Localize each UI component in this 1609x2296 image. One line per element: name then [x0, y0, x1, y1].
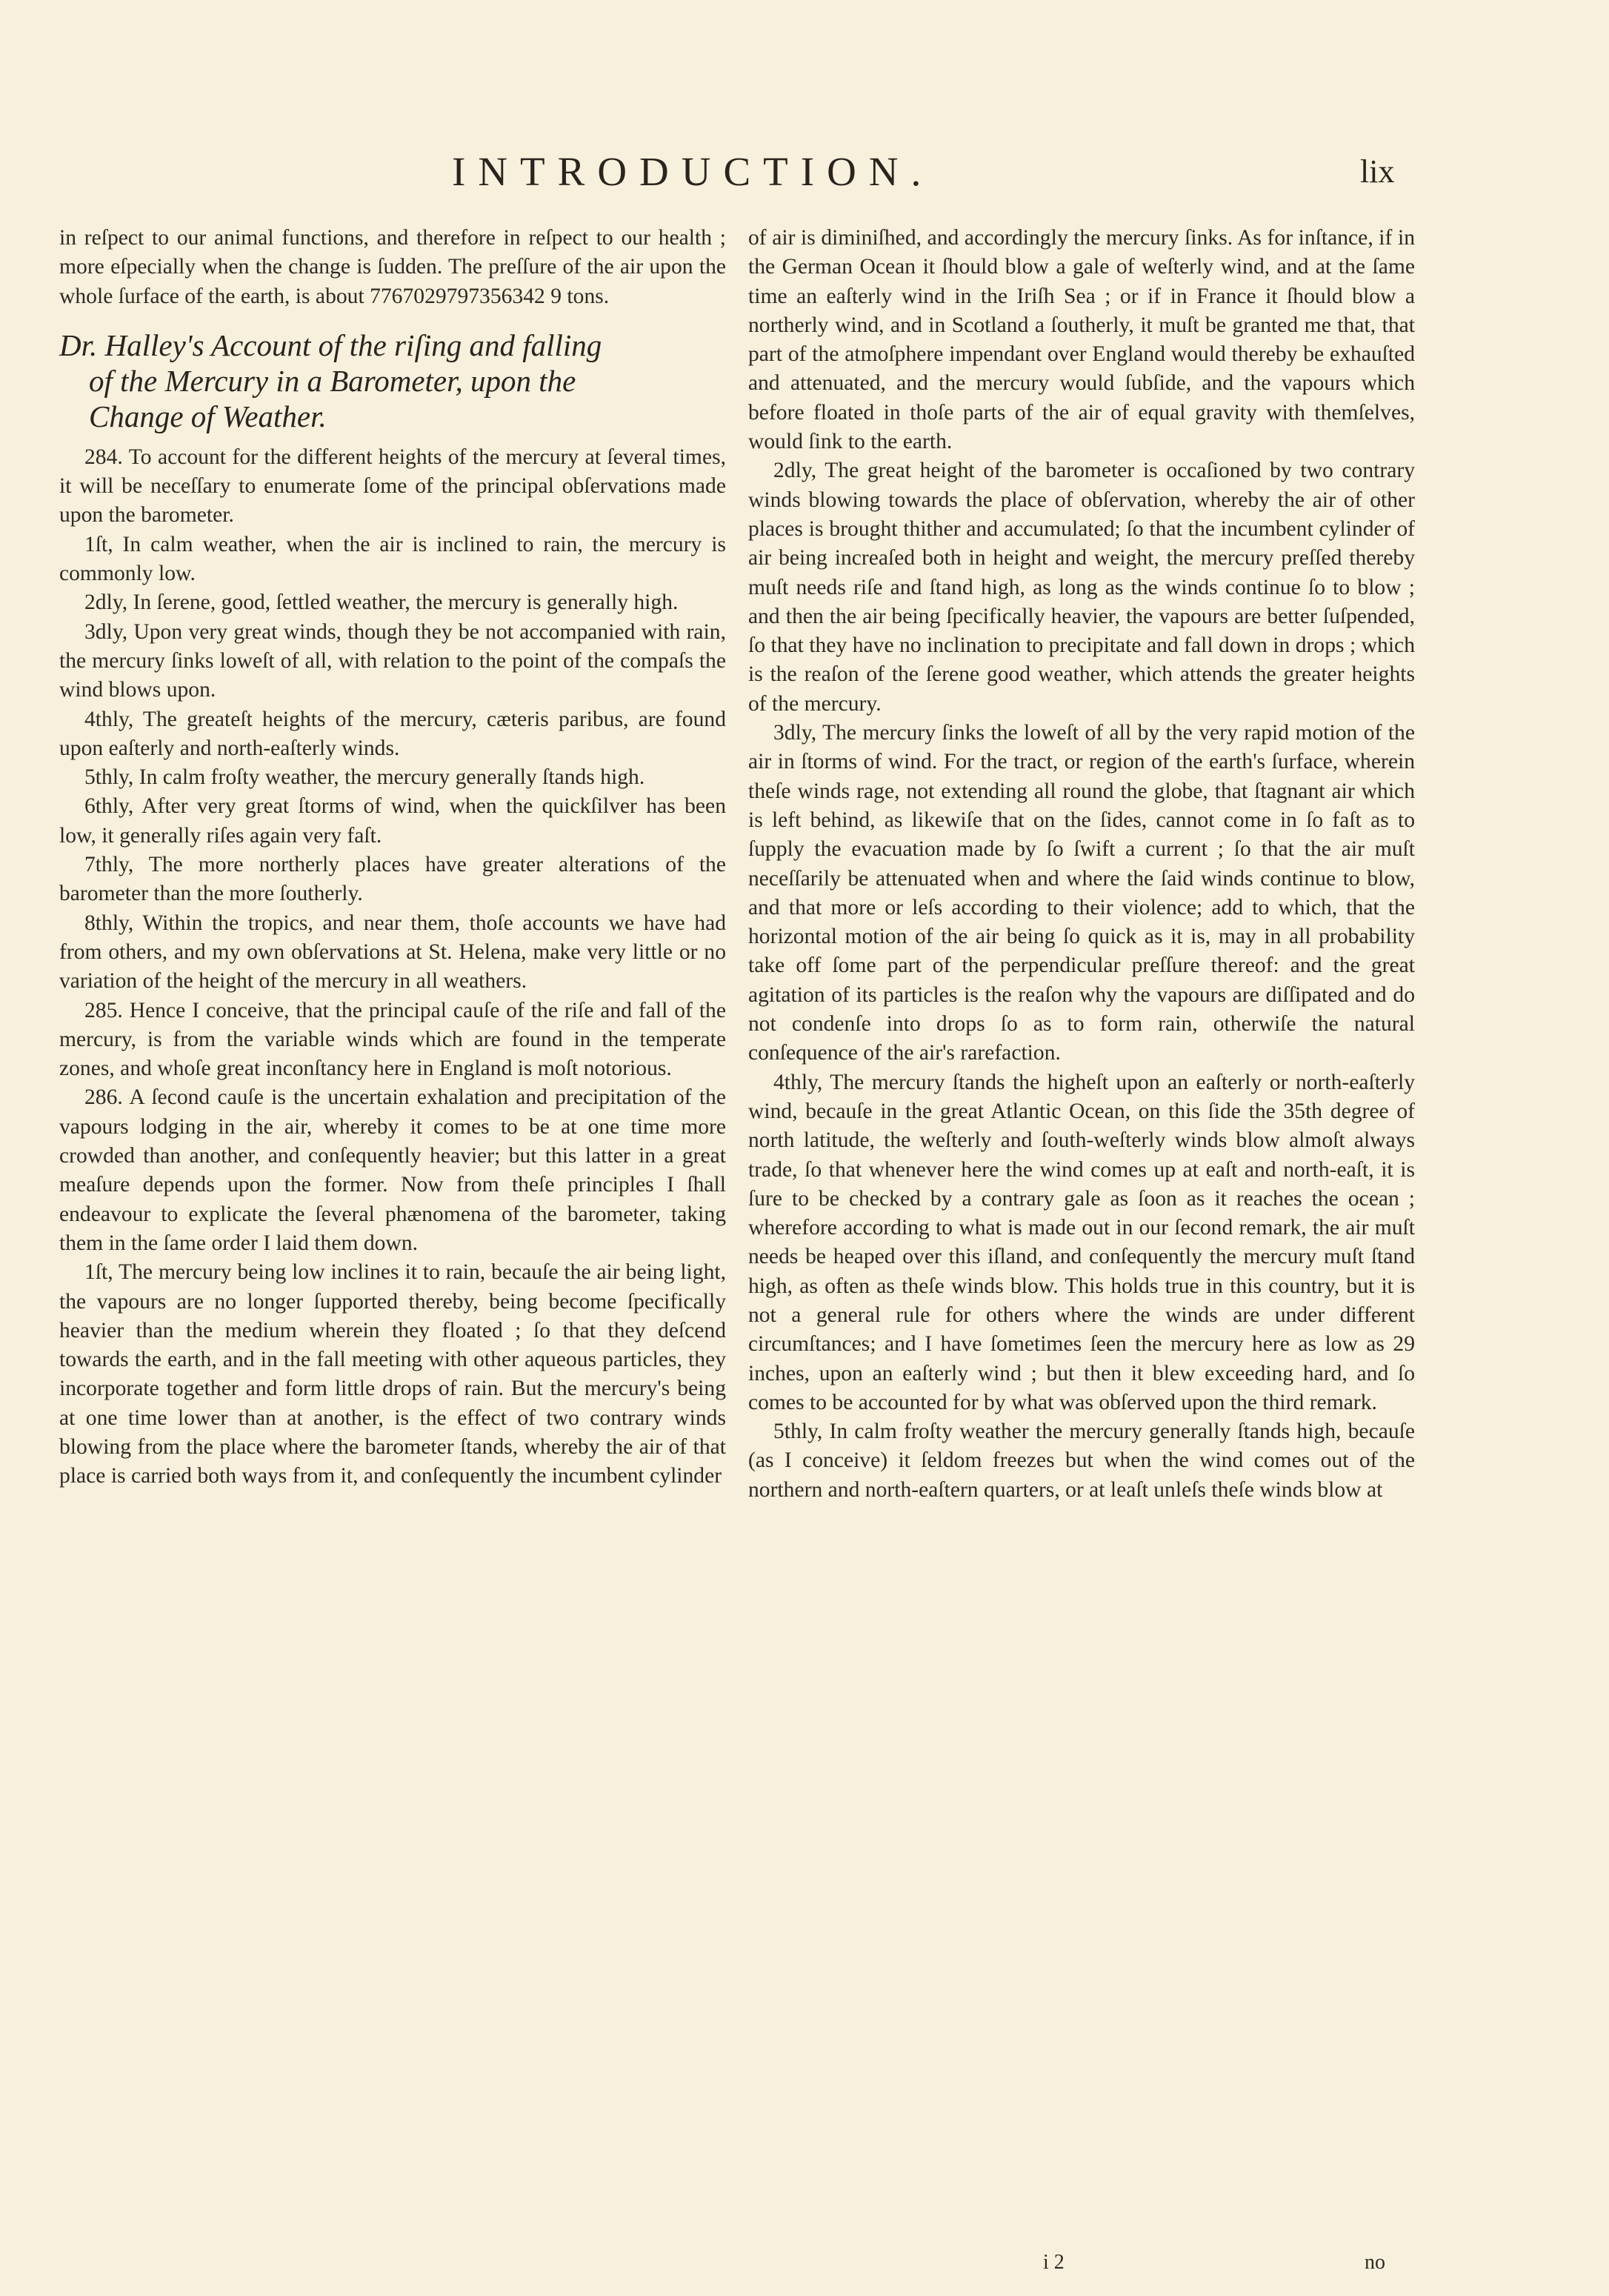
- section-title: [59, 327, 726, 434]
- paragraph-continuation: of air is diminiſhed, and accordingly the mercury ſinks. As for inſtance, if in the German Ocean it ſhould blow a gale of weſterly wind, and at the ſame time an eaſterly wind in the Iriſh Sea ; or if in France it ſhould blow a northerly wind, and in Scotland a ſoutherly, it muſt be granted me that, that part of the atmoſphere impendant over England would thereby be exhauſted and attenuated, and the mercury would ſubſide, and the vapours which before floated in thoſe parts of the air of equal gravity with themſelves, would ſink to the earth.: [748, 226, 1415, 454]
- paragraph-6thly: 6thly, After very great ſtorms of wind, when the quickſilver has been low, it generally riſes again very faſt.: [59, 794, 726, 848]
- header-title: INTRODUCTION.: [452, 149, 934, 194]
- paragraph-4thly-explanation: 4thly, The mercury ſtands the higheſt upon an eaſterly or north-eaſterly wind, becauſe in the great Atlantic Ocean, on this ſide the 35th degree of north latitude, the weſterly and ſouth-weſterly winds blow almoſt always trade, ſo that whenever here the wind comes up at eaſt and north-eaſt, it is ſure to be checked by a contrary gale as ſoon as it reaches the ocean ; wherefore according to what is made out in our ſecond remark, the air muſt needs be heaped over this iſland, and conſequently the mercury muſt ſtand high, as often as theſe winds blow. This holds true in this country, but it is not a general rule for others where the winds are under different circumſtances; and I have ſometimes ſeen the mercury here as low as 29 inches, upon an eaſterly wind ; but then it blew exceeding hard, and ſo comes to be accounted for by what was obſerved upon the third remark.: [748, 1070, 1415, 1414]
- paragraph-284: 284. To account for the different heights of the mercury at ſeveral times, it will be neceſſary to enumerate ſome of the principal obſervations made upon the barometer.: [59, 445, 726, 528]
- paragraph-2dly: 2dly, In ſerene, good, ſettled weather, the mercury is generally high.: [84, 590, 679, 615]
- paragraph-3dly: 3dly, Upon very great winds, though they be not accompanied with rain, the mercury ſinks loweſt of all, with relation to the point of the compaſs the wind blows upon.: [59, 619, 726, 702]
- section-title-line-2: of the Mercury in a Barometer, upon the: [89, 363, 576, 398]
- paragraph-5thly-explanation: 5thly, In calm froſty weather the mercury generally ſtands high, becauſe (as I conceive) it ſeldom freezes but when the wind comes out of the northern and north-eaſtern quarters, or at leaſt unleſs theſe winds blow at: [748, 1420, 1415, 1502]
- left-column: [59, 224, 726, 1491]
- paragraph-2dly-explanation: 2dly, The great height of the barometer is occaſioned by two contrary winds blowing towards the place of obſervation, whereby the air of other places is brought thither and accumulated; ſo that the incumbent cylinder of air being increaſed both in height and weight, the mercury preſſed thereby muſt needs riſe and ſtand high, as long as the winds continue ſo to blow ; and then the air being ſpecifically heavier, the vapours are better ſuſpended, ſo that they have no inclination to precipitate and fall down in drops ; which is the reaſon of the ſerene good weather, which attends the greater heights of the mercury.: [748, 459, 1415, 716]
- paragraph-4thly: 4thly, The greateſt heights of the mercury, cæteris paribus, are found upon eaſterly and north-eaſterly winds.: [59, 707, 726, 760]
- running-header: [0, 148, 1609, 207]
- paragraph-7thly: 7thly, The more northerly places have greater alterations of the barometer than the more ſoutherly.: [59, 853, 726, 906]
- paragraph-5thly: 5thly, In calm froſty weather, the mercury generally ſtands high.: [84, 765, 645, 790]
- paragraph-8thly: 8thly, Within the tropics, and near them, thoſe accounts we have had from others, and my own obſervations at St. Helena, make very little or no variation of the height of the mercury in all weathers.: [59, 911, 726, 994]
- section-title-line-3: Change of Weather.: [89, 399, 327, 433]
- paragraph-1st: 1ſt, In calm weather, when the air is inclined to rain, the mercury is commonly low.: [59, 532, 726, 586]
- page-number: lix: [1360, 153, 1395, 190]
- paragraph-intro: in reſpect to our animal functions, and therefore in reſpect to our health ; more eſpecially when the change is ſudden. The preſſure of the air upon the whole ſurface of the earth, is about 7767029797356342 9 tons.: [59, 226, 726, 308]
- paragraph-1st-explanation: 1ſt, The mercury being low inclines it to rain, becauſe the air being light, the vapours are no longer ſupported thereby, being become ſpecifically heavier than the medium wherein they floated ; ſo that they deſcend towards the earth, and in the fall meeting with other aqueous particles, they incorporate together and form little drops of rain. But the mercury's being at one time lower than at another, is the effect of two contrary winds blowing from the place where the barometer ſtands, whereby the air of that place is carried both ways from it, and conſequently the incumbent cylinder: [59, 1260, 726, 1488]
- paragraph-285: 285. Hence I conceive, that the principal cauſe of the riſe and fall of the mercury, is from the variable winds which are found in the temperate zones, and whoſe great inconſtancy here in England is moſt notorious.: [59, 998, 726, 1081]
- paragraph-286: 286. A ſecond cauſe is the uncertain exhalation and precipitation of the vapours lodging in the air, whereby it comes to be at one time more crowded than another, and conſequently heavier; but this latter in a great meaſure depends upon the former. Now from theſe principles I ſhall endeavour to explicate the ſeveral phænomena of the barometer, taking them in the ſame order I laid them down.: [59, 1085, 726, 1255]
- section-title-line-1: Dr. Halley's Account of the riſing and falling: [59, 327, 602, 362]
- paragraph-3dly-explanation: 3dly, The mercury ſinks the loweſt of all by the very rapid motion of the air in ſtorms of wind. For the tract, or region of the earth's ſurface, wherein theſe winds rage, not extending all round the globe, that ſtagnant air which is left behind, as likewiſe that on the ſides, cannot come in ſo faſt as to ſupply the evacuation made by ſo ſwift a current ; ſo that the air muſt neceſſarily be attenuated when and where the ſaid winds continue to blow, and that more or leſs according to their violence; add to which, that the horizontal motion of the air being ſo quick as it is, may in all probability take off ſome part of the perpendicular preſſure thereof: and the great agitation of its particles is the reaſon why the vapours are diſſipated and do not condenſe into drops ſo as to form rain, otherwiſe the natural conſequence of the air's rarefaction.: [748, 721, 1415, 1065]
- signature-mark: i 2: [1043, 2251, 1065, 2274]
- right-column: [748, 224, 1415, 1505]
- catchword: no: [1365, 2251, 1385, 2274]
